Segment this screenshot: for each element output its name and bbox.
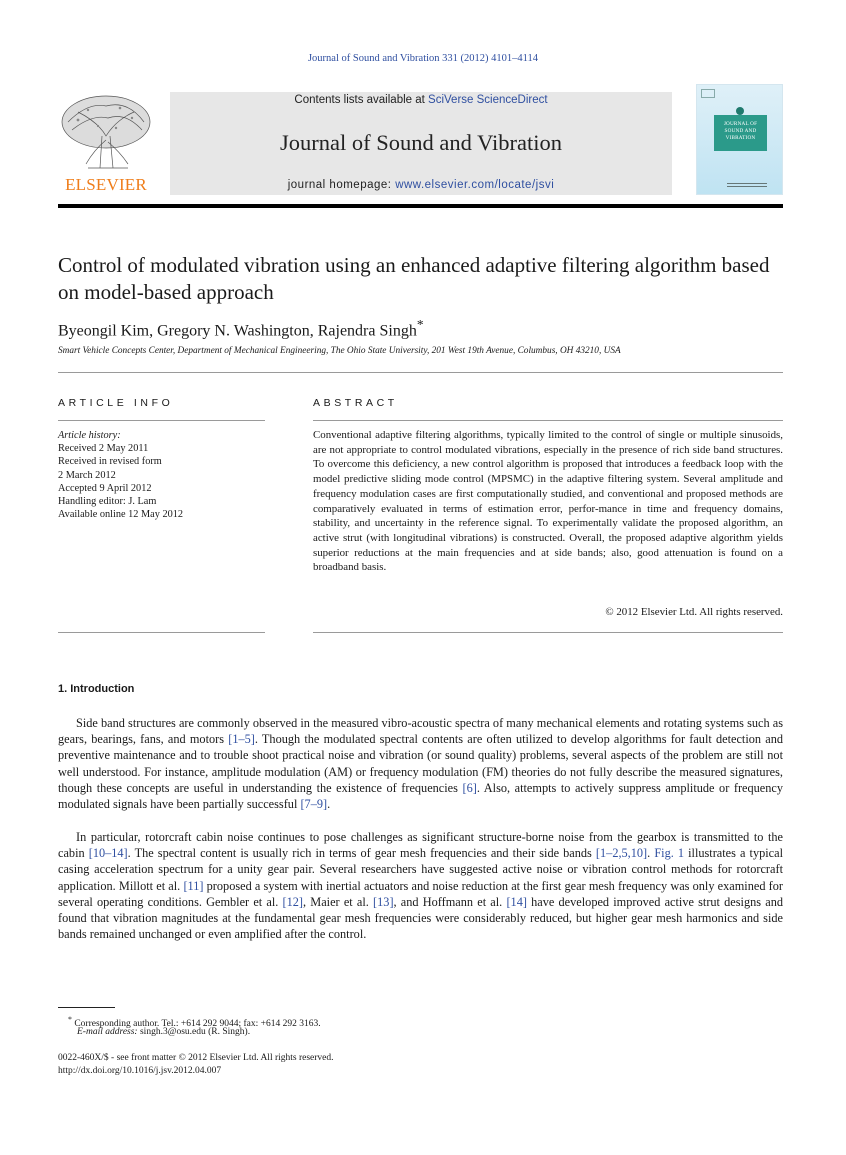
history-item: Available online 12 May 2012 [58, 509, 184, 521]
citation-link[interactable]: [14] [506, 894, 527, 909]
paragraph-text: In particular, rotorcraft cabin noise continues to pose challenges as significant structure-borne noise from the gearbox is transmitted to the cabin [58, 830, 783, 861]
email-label: E-mail address: [77, 1027, 138, 1037]
footnote-mark: * [68, 1015, 72, 1024]
history-item: Received 2 May 2011 [58, 443, 149, 455]
citation-link[interactable]: [1–2,5,10] [595, 846, 648, 861]
contents-prefix: Contents lists available at [294, 94, 429, 106]
paragraph-text: . [647, 846, 655, 861]
corresponding-author-mark[interactable]: * [416, 317, 424, 332]
masthead-divider [58, 204, 783, 208]
citation-link[interactable]: [1–5] [228, 732, 255, 747]
footnote-divider [58, 1007, 115, 1008]
cover-publisher-mark [701, 89, 715, 98]
article-history [58, 429, 265, 521]
cover-footer-lines [727, 183, 767, 189]
paragraph-text: Side band structures are commonly observed in the measured vibro-acoustic spectra of many mechanical elements and rotating systems such as gears, bearings, fans, and motors [58, 716, 783, 747]
citation-link[interactable]: [11] [183, 878, 204, 893]
paragraph-text: , and Hoffmann et al. [393, 894, 507, 909]
article-info-bottom-rule [58, 632, 265, 633]
publisher-name: ELSEVIER [65, 175, 147, 194]
paragraph-text: . [327, 797, 331, 812]
abstract-text: Conventional adaptive filtering algorithms, typically limited to the control of single or multiple sinusoids, are not appropriate to control modulated vibrations, especially in the presence of rich side band structures. To overcome this deficiency, a new control algorithm is proposed that introduces a feedback loop with the model predictive sliding mode control (MPSMC) in the adaptive filtering system. Several amplitude and frequency modulation cases are first computationally studied, and conventional and proposed methods are comparatively evaluated in terms of estimation error, perfor-mance in time and frequency domains, stability, and uncertainty in the reference signal. To experimentally validate the proposed algorithm, an active strut (with longitudinal vibrations) is constructed. Overall, the proposed adaptive algorithm yields superior reductions at the main frequencies and at side bands; also, good attenuation is found on a broadband basis. [313, 429, 783, 574]
citation-link[interactable]: [7–9] [300, 797, 328, 812]
email-footnote [77, 1026, 250, 1039]
journal-homepage [170, 179, 672, 191]
abstract-bottom-rule [313, 632, 783, 633]
citation-link[interactable]: [12] [282, 894, 304, 909]
journal-cover-thumbnail[interactable] [696, 84, 783, 195]
paragraph-text: . Also, attempts to actively suppress amplitude or frequency modulated signals have been partially successful [58, 780, 784, 812]
article-info-top-rule [58, 420, 265, 421]
sciencedirect-link[interactable]: SciVerse ScienceDirect [428, 94, 548, 106]
article-title: Control of modulated vibration using an enhanced adaptive filtering algorithm based on model-based approach [58, 253, 770, 304]
homepage-prefix: journal homepage: [287, 179, 396, 191]
citation-link[interactable]: [13] [373, 894, 394, 909]
paragraph-text: . Though the modulated spectral contents are often utilized to develop algorithms for fault detection and preventive maintenance and to trouble shoot practical noise and vibration (or sound quality) problems, several aspects of the problem are still not well understood. For instance, amplitude modulation (AM) or frequency modulation (FM) theories do not fully describe the measured signatures, though these concepts are useful in understanding the existence of frequencies [58, 732, 783, 795]
paragraph-text: have developed improved active strut designs and found that vibration magnitudes at the fundamental gear mesh frequencies were considerably reduced, but higher gear mesh harmonics and side bands remained unchanged or even amplified after the control. [58, 894, 783, 942]
paragraph-text: proposed a system with inertial actuators and noise reduction at the first gear mesh frequency was only examined for several operating conditions. Gembler et al. [58, 878, 783, 909]
history-item: Received in revised form [58, 456, 162, 468]
affiliation-divider [58, 372, 783, 373]
author-affiliation: Smart Vehicle Concepts Center, Department of Mechanical Engineering, The Ohio State University, 201 West 19th Avenue, Columbus, OH 43210, USA [58, 346, 621, 356]
elsevier-tree-icon [58, 92, 154, 174]
doi-link[interactable]: http://dx.doi.org/10.1016/j.jsv.2012.04.007 [58, 1066, 222, 1076]
abstract-top-rule [313, 420, 783, 421]
paragraph-text: , Maier et al. [303, 894, 374, 909]
citation-link[interactable]: [6] [462, 780, 477, 795]
history-item: Accepted 9 April 2012 [58, 482, 152, 494]
article-info-heading: ARTICLE INFO [58, 397, 174, 409]
masthead-banner [170, 92, 672, 195]
citation-link[interactable]: [10–14] [88, 846, 128, 861]
abstract-copyright: © 2012 Elsevier Ltd. All rights reserved. [605, 606, 783, 618]
body-paragraph-1 [58, 715, 783, 812]
email-address[interactable]: singh.3@osu.edu (R. Singh). [137, 1027, 251, 1037]
contents-availability [170, 94, 672, 106]
paragraph-text: illustrates a typical casing acceleration spectrum for a unity gear pair. Several researchers have suggested active noise or vibration control methods for rotorcraft application. Millott et al. [58, 846, 783, 893]
journal-masthead [58, 84, 783, 195]
journal-title: Journal of Sound and Vibration [280, 130, 562, 155]
history-item: 2 March 2012 [58, 469, 116, 481]
cover-emblem-icon [736, 107, 744, 115]
article-authors [58, 317, 783, 340]
figure-link[interactable]: Fig. 1 [654, 846, 685, 861]
elsevier-logo[interactable] [58, 92, 154, 195]
paragraph-text: . The spectral content is usually rich in terms of gear mesh frequencies and their side bands [127, 846, 596, 861]
footnote-text: Corresponding author. Tel.: +614 292 9044; fax: +614 292 3163. [74, 1019, 321, 1030]
cover-title-box: JOURNAL OF SOUND AND VIBRATION [714, 115, 767, 151]
body-paragraph-2 [58, 829, 783, 942]
section-heading-introduction: 1. Introduction [58, 683, 135, 695]
history-item: Handling editor: J. Lam [58, 496, 157, 508]
journal-citation[interactable]: Journal of Sound and Vibration 331 (2012) 4101–4114 [307, 53, 539, 64]
homepage-link[interactable]: www.elsevier.com/locate/jsvi [395, 179, 555, 191]
author-list: Byeongil Kim, Gregory N. Washington, Rajendra Singh [58, 322, 417, 340]
issn-line: 0022-460X/$ - see front matter © 2012 Elsevier Ltd. All rights reserved. [58, 1053, 334, 1063]
article-history-label: Article history: [58, 430, 121, 441]
abstract-heading: ABSTRACT [313, 397, 398, 409]
